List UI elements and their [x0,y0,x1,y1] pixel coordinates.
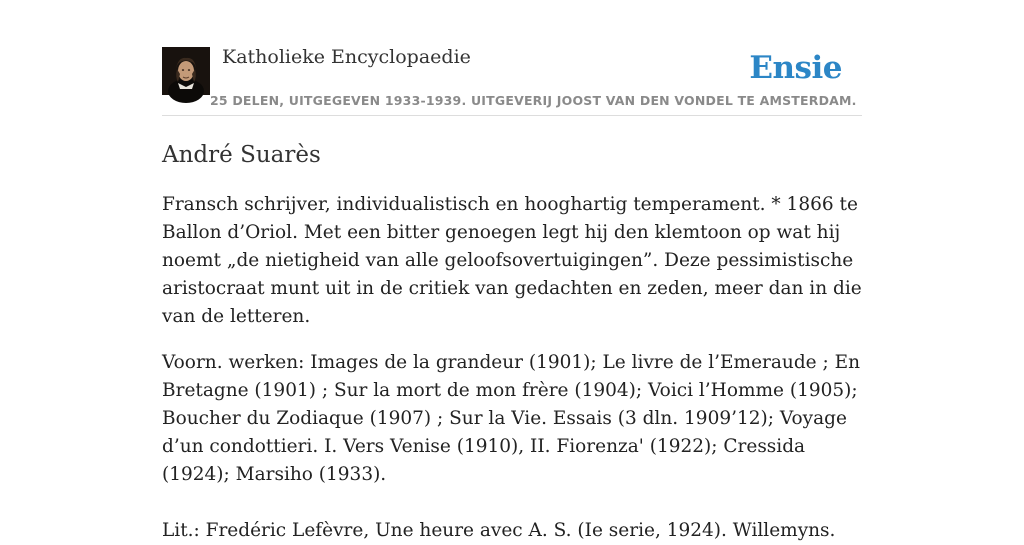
brand-logo[interactable]: Ensie [749,50,842,86]
article-body [162,138,862,545]
article-paragraph: Fransch schrijver, individualistisch en hooghartig temperament. * 1866 te Ballon d’Oriol. Met een bitter genoegen legt hij den klemtoon op wat hij noemt „de nietigheid van alle geloofsovertuigingen”. Deze pessimistische aristocraat munt uit in de critiek van gedachten en zeden, meer dan in die van de letteren. [162,194,862,327]
publication-subtitle: 25 DELEN, UITGEGEVEN 1933-1939. UITGEVERIJ JOOST VAN DEN VONDEL TE AMSTERDAM. [210,93,857,108]
article-paragraph: Lit.: Fredéric Lefèvre, Une heure avec A. S. (Ie serie, 1924). Willemyns. [162,520,836,541]
article-paragraph: Voorn. werken: Images de la grandeur (1901); Le livre de l’Emeraude ; En Bretagne (1901) ; Sur la mort de mon frère (1904); Voici l’Homme (1905); Boucher du Zodiaque (1907) ; Sur la Vie. Essais (3 dln. 1909’12); Voyage d’un condottieri. I. Vers Venise (1910), II. Fiorenza' (1922); Cressida (1924); Marsiho (1933). [162,352,861,485]
portrait-avatar-icon[interactable] [162,47,210,95]
site-header [162,46,862,116]
article-title: André Suarès [162,142,321,168]
publication-title[interactable]: Katholieke Encyclopaedie [222,46,471,68]
